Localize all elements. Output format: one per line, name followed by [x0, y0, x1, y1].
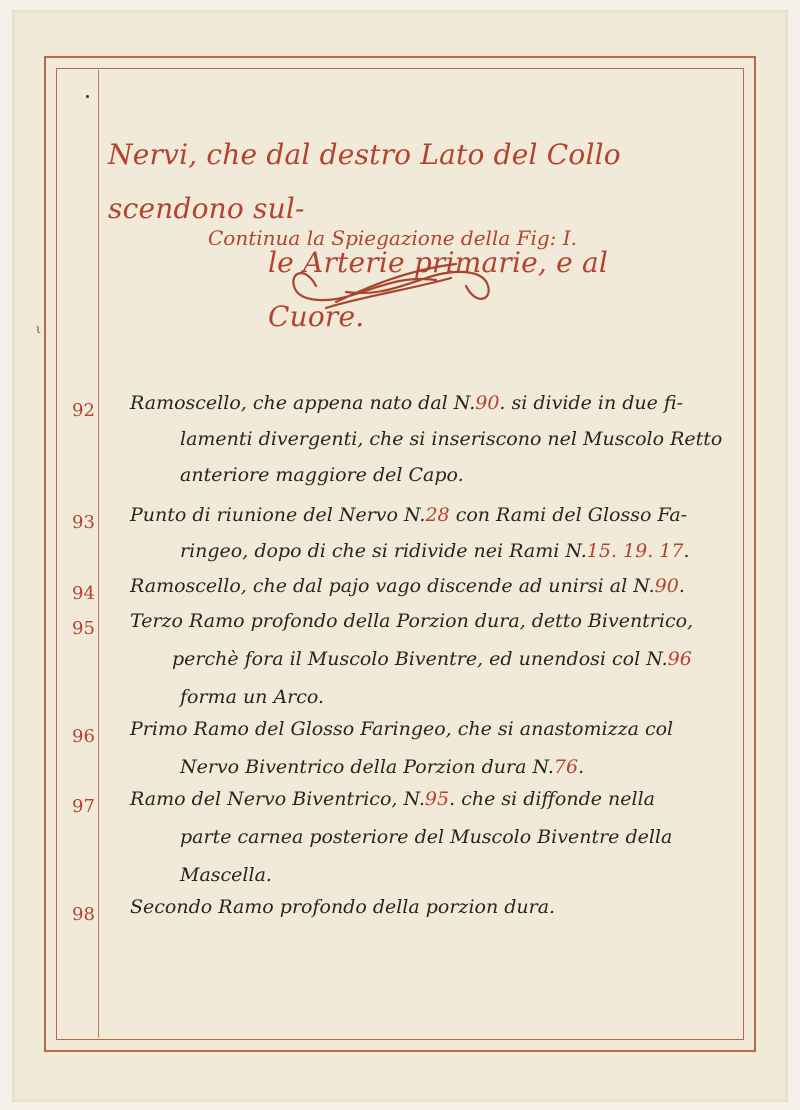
entry-line: [180, 464, 464, 486]
entry-line: [180, 826, 672, 848]
entry-text: . si divide in due fi-: [499, 392, 683, 414]
entry-text: Terzo Ramo profondo della Porzion dura, detto Biventrico,: [130, 610, 694, 632]
entry-line: [172, 648, 692, 670]
stray-mark: ι: [36, 322, 41, 336]
subtitle: Continua la Spiegazione della Fig: I.: [208, 226, 578, 250]
entry-text: .: [683, 540, 690, 562]
entry-line: [180, 428, 722, 450]
entry-line: [180, 756, 584, 778]
entry-number: 97: [72, 796, 95, 817]
entry-line: [130, 504, 687, 526]
entry-line: [130, 575, 685, 597]
entry-line: [130, 788, 655, 810]
entry-line: [130, 718, 673, 740]
entry-text: Ramoscello, che dal pajo vago discende ad unirsi al N.: [130, 575, 655, 597]
entry-line: [180, 864, 272, 886]
entry-text: parte carnea posteriore del Muscolo Biventre della: [180, 826, 673, 848]
entry-number: 93: [72, 512, 95, 533]
entry-text: anteriore maggiore del Capo.: [180, 464, 464, 486]
entry-text: .: [578, 756, 585, 778]
reference-number: 90: [654, 575, 679, 597]
margin-rule: [98, 70, 99, 1038]
entry-text: perchè fora il Muscolo Biventre, ed unendosi col N.: [172, 648, 668, 670]
ink-dot: [86, 95, 89, 98]
entry-text: ringeo, dopo di che si ridivide nei Rami N.: [180, 540, 587, 562]
entry-number: 92: [72, 400, 95, 421]
entry-text: .: [678, 575, 685, 597]
entry-line: [180, 540, 690, 562]
reference-number: 90: [475, 392, 500, 414]
entry-text: Nervo Biventrico della Porzion dura N.: [180, 756, 554, 778]
entry-text: Ramo del Nervo Biventrico, N.: [130, 788, 425, 810]
title-line-2: le Arterie primarie, e al Cuore.: [268, 246, 609, 333]
entry-text: forma un Arco.: [180, 686, 325, 708]
entry-text: con Rami del Glosso Fa-: [449, 504, 688, 526]
reference-number: 96: [667, 648, 692, 670]
title-line-1: Nervi, che dal destro Lato del Collo scendono sul-: [108, 138, 621, 225]
entry-text: Ramoscello, che appena nato dal N.: [130, 392, 476, 414]
entry-line: [130, 610, 693, 632]
entry-number: 95: [72, 618, 95, 639]
entry-number: 98: [72, 904, 95, 925]
reference-number: 15. 19. 17: [586, 540, 684, 562]
entry-text: lamenti divergenti, che si inseriscono nel Muscolo Retto: [180, 428, 723, 450]
entry-text: Mascella.: [180, 864, 272, 886]
entry-text: Secondo Ramo profondo della porzion dura.: [130, 896, 556, 918]
entry-number: 96: [72, 726, 95, 747]
entry-line: [180, 686, 324, 708]
entry-line: [130, 392, 683, 414]
reference-number: 76: [553, 756, 579, 778]
entry-text: Punto di riunione del Nervo N.: [130, 504, 426, 526]
reference-number: 28: [425, 504, 450, 526]
entry-text: Primo Ramo del Glosso Faringeo, che si anastomizza col: [130, 718, 674, 740]
reference-number: 95: [424, 788, 450, 810]
flourish-ornament: [286, 258, 496, 314]
entry-line: [130, 896, 555, 918]
entry-text: . che si diffonde nella: [449, 788, 656, 810]
entry-number: 94: [72, 583, 95, 604]
